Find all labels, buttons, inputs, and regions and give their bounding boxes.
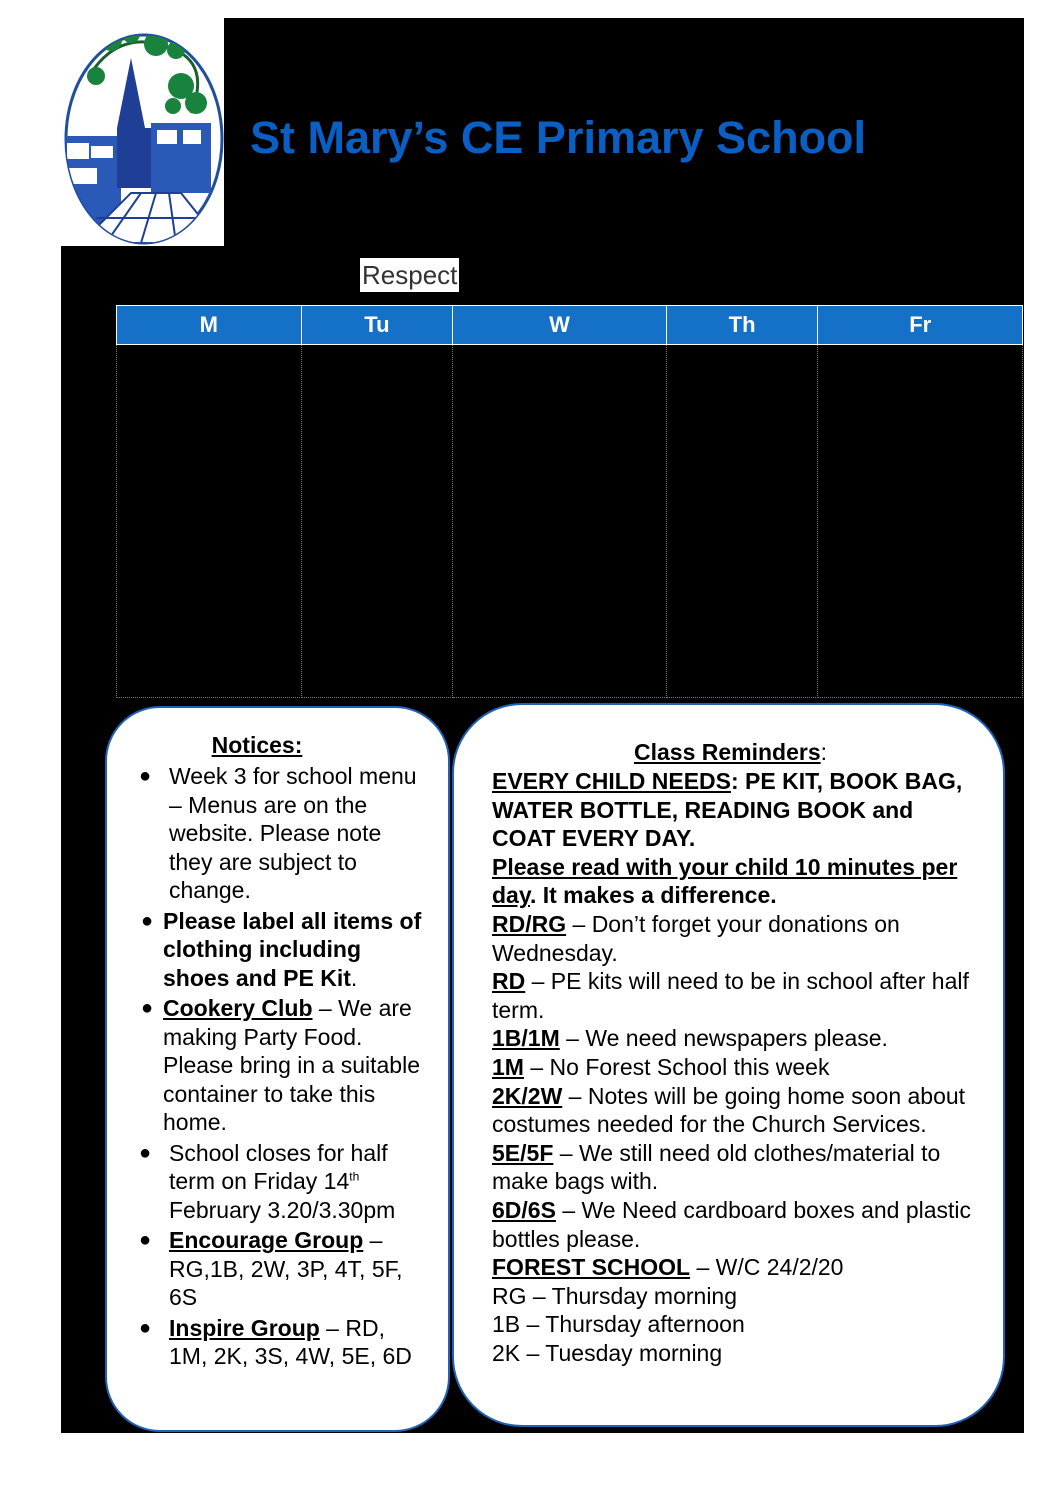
reminder-label: 6D/6S — [492, 1196, 556, 1223]
notice-text: – We are making Party Food. Please bring in a suitable container to take this home. — [163, 995, 420, 1135]
notice-text: Please label all items of clothing including shoes and PE Kit — [163, 907, 422, 991]
value-of-the-week: Respect — [362, 260, 458, 290]
notice-item-half-term — [127, 1139, 427, 1225]
notice-text: – RD, 1M, 2K, 3S, 4W, 5E, 6D — [169, 1314, 412, 1369]
notices-panel — [105, 706, 450, 1432]
notice-text-before: School closes for half term on Friday 14 — [169, 1139, 388, 1194]
reminder-text: – We need newspapers please. — [559, 1025, 888, 1052]
notice-item-encourage-group — [127, 1226, 427, 1312]
notice-text: Week 3 for school menu – Menus are on the website. Please note they are subject to change. — [169, 763, 417, 903]
day-cell-friday — [818, 345, 1023, 698]
class-reminders-panel — [452, 703, 1005, 1427]
reminder-label: 1M — [492, 1053, 524, 1080]
reminder-1m — [492, 1053, 982, 1082]
bullet-icon: ● — [139, 1141, 152, 1164]
reminder-text: . It makes a difference. — [529, 882, 777, 909]
reminder-label: 1B/1M — [492, 1025, 560, 1052]
reminder-text: – We Need cardboard boxes and plastic bottles please. — [492, 1196, 972, 1252]
reminder-label: 5E/5F — [492, 1139, 554, 1166]
notice-text: – RG,1B, 2W, 3P, 4T, 5F, 6S — [169, 1227, 403, 1310]
forest-slot-rg: RG – Thursday morning — [492, 1282, 738, 1309]
day-cell-thursday — [666, 345, 818, 698]
day-header-monday: M — [117, 306, 302, 345]
notices-list — [127, 762, 427, 1373]
reminder-reading — [492, 853, 982, 910]
reminder-text: – No Forest School this week — [523, 1053, 830, 1080]
day-cell-tuesday — [301, 345, 453, 698]
timetable-header-row — [117, 306, 1023, 345]
notice-item-cookery-club — [127, 994, 427, 1137]
day-header-friday: Fr — [818, 306, 1023, 345]
reminder-label: FOREST SCHOOL — [492, 1254, 691, 1281]
reminder-label: RD/RG — [492, 910, 567, 937]
forest-slot-2k: 2K – Tuesday morning — [492, 1339, 723, 1366]
reminder-rd-rg — [492, 910, 982, 967]
notice-item-inspire-group — [127, 1314, 427, 1371]
reminder-6d-6s — [492, 1196, 982, 1253]
reminder-label: EVERY CHILD NEEDS — [492, 768, 731, 794]
class-reminders-colon: : — [820, 739, 828, 765]
reminder-label: Please read with your child 10 minutes per day — [492, 853, 958, 909]
reminder-text: – Don’t forget your donations on Wednesday. — [492, 910, 900, 966]
notice-text-after: February 3.20/3.30pm — [169, 1196, 396, 1223]
school-crest-icon — [61, 18, 224, 246]
bullet-icon: ● — [141, 909, 154, 932]
weekly-timetable — [116, 305, 1023, 698]
class-reminders-heading — [454, 739, 1007, 766]
school-logo — [61, 18, 224, 246]
day-header-tuesday: Tu — [301, 306, 453, 345]
reminder-label: RD — [492, 968, 526, 995]
notice-label: Inspire Group — [169, 1314, 320, 1341]
reminder-forest-school — [492, 1253, 982, 1282]
class-reminders-body — [492, 767, 982, 1367]
forest-slot-1b: 1B – Thursday afternoon — [492, 1311, 745, 1338]
notice-sup: th — [349, 1169, 360, 1184]
notice-item-label-clothing — [127, 907, 427, 993]
day-header-wednesday: W — [453, 306, 667, 345]
class-reminders-title: Class Reminders — [633, 739, 821, 765]
notice-label: Cookery Club — [163, 995, 313, 1021]
day-header-thursday: Th — [666, 306, 818, 345]
reminder-text: : PE KIT, BOOK BAG, WATER BOTTLE, READING BOOK and COAT EVERY DAY. — [492, 768, 963, 852]
notice-label: Encourage Group — [169, 1227, 364, 1253]
notice-suffix: . — [350, 964, 358, 991]
bullet-icon: ● — [141, 997, 154, 1019]
timetable-body-row — [117, 345, 1023, 698]
bullet-icon: ● — [139, 1229, 152, 1251]
reminder-2k-2w — [492, 1082, 982, 1139]
reminder-1b-1m — [492, 1024, 982, 1053]
reminder-every-child — [492, 767, 982, 853]
reminder-rd — [492, 967, 982, 1024]
notices-heading: Notices: — [211, 732, 303, 758]
notice-item-menu — [127, 762, 427, 905]
reminder-text: – W/C 24/2/20 — [690, 1254, 844, 1281]
school-title: St Mary’s CE Primary School — [250, 112, 867, 163]
bullet-icon: ● — [139, 1316, 152, 1339]
day-cell-wednesday — [453, 345, 667, 698]
reminder-label: 2K/2W — [492, 1082, 563, 1109]
day-cell-monday — [117, 345, 302, 698]
reminder-text: – PE kits will need to be in school after half term. — [492, 968, 969, 1023]
reminder-text: – We still need old clothes/material to make bags with. — [492, 1139, 941, 1195]
reminder-5e-5f — [492, 1139, 982, 1196]
reminder-text: – Notes will be going home soon about costumes needed for the Church Services. — [492, 1082, 966, 1138]
bullet-icon: ● — [139, 765, 152, 787]
